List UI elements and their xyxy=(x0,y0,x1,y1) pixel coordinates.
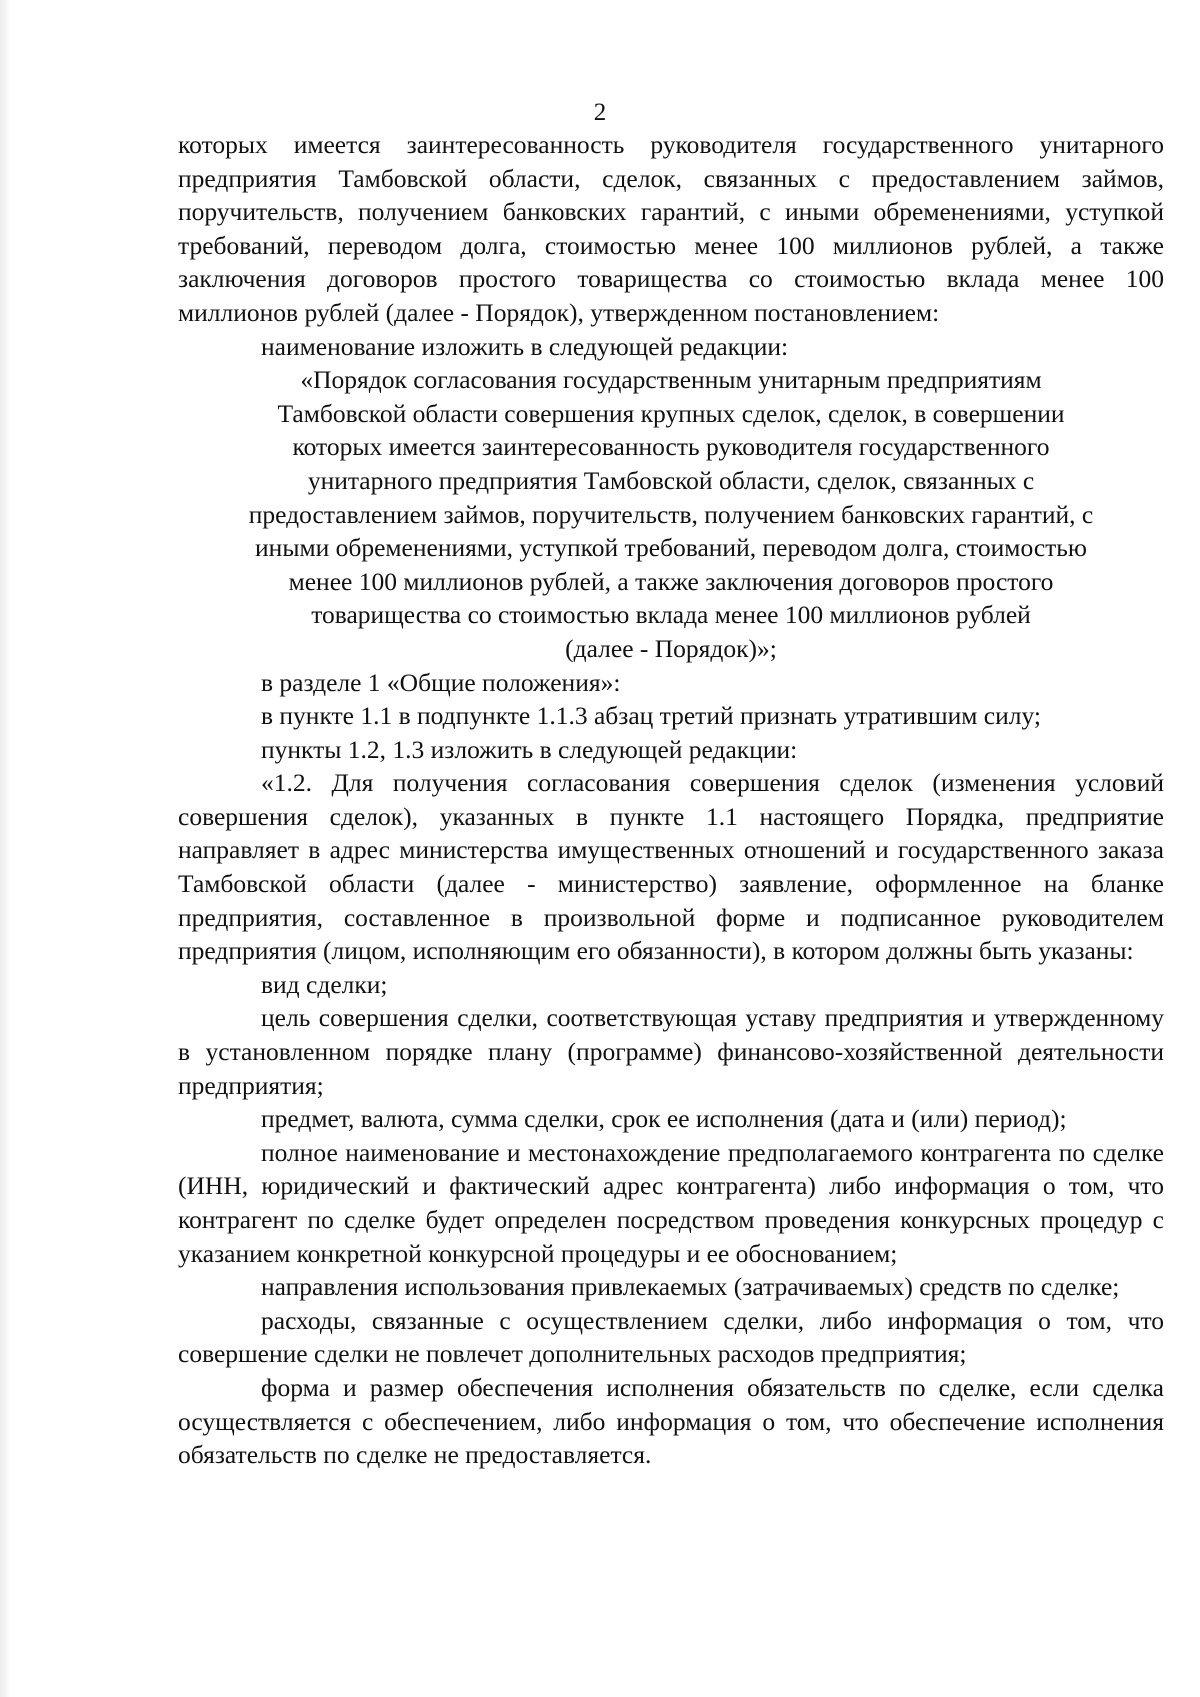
quoted-title-line: иными обременениями, уступкой требований, переводом долга, стоимостью xyxy=(255,533,1087,563)
points-1-2-1-3-paragraph: пункты 1.2, 1.3 изложить в следующей редакции: xyxy=(261,734,798,764)
quoted-title-line: унитарного предприятия Тамбовской области, сделок, связанных с xyxy=(307,465,1035,495)
document-body xyxy=(178,128,1164,1472)
list-item: вид сделки; xyxy=(261,969,388,999)
scan-edge-shadow xyxy=(0,0,10,1697)
name-edit-paragraph: наименование изложить в следующей редакции: xyxy=(261,331,789,361)
quoted-title-line: «Порядок согласования государственным унитарным предприятиям xyxy=(300,365,1042,395)
quoted-title-line: товарищества со стоимостью вклада менее 100 миллионов рублей xyxy=(311,600,1031,630)
quoted-title-line: которых имеется заинтересованность руководителя государственного xyxy=(292,432,1050,462)
section1-paragraph: в разделе 1 «Общие положения»: xyxy=(261,667,621,697)
quoted-title-line: (далее - Порядок)»; xyxy=(565,633,777,663)
point-1-2-paragraph: «1.2. Для получения согласования совершения сделок (изменения условий совершения сделок), указанных в пункте 1.1 настоящего Порядка, предприятие направляет в адрес министерства имущественных отношений и государственного заказа Тамбовской области (далее - министерство) заявление, оформленное на бланке предприятия, составленное в произвольной форме и подписанное руководителем предприятия (лицом, исполняющим его обязанности), в котором должны быть указаны: xyxy=(178,768,1164,966)
list-item: цель совершения сделки, соответствующая уставу предприятия и утвержденному в установленном порядке плану (программе) финансово-хозяйственной деятельности предприятия; xyxy=(178,1003,1164,1100)
page-number: 2 xyxy=(593,99,607,126)
list-item: направления использования привлекаемых (затрачиваемых) средств по сделке; xyxy=(261,1272,1120,1302)
list-item: предмет, валюта, сумма сделки, срок ее исполнения (дата и (или) период); xyxy=(261,1104,1067,1134)
intro-paragraph: которых имеется заинтересованность руководителя государственного унитарного предприятия Тамбовской области, сделок, связанных с предоставлением займов, поручительств, получением банковских гарантий, с иными обременениями, уступкой требований, переводом долга, стоимостью менее 100 миллионов рублей, а также заключения договоров простого товарищества со стоимостью вклада менее 100 миллионов рублей (далее - Порядок), утвержденном постановлением: xyxy=(178,130,1164,327)
list-item: форма и размер обеспечения исполнения обязательств по сделке, если сделка осуществляется с обеспечением, либо информация о том, что обеспечение исполнения обязательств по сделке не предоставляется. xyxy=(178,1372,1164,1470)
quoted-title-line: Тамбовской области совершения крупных сделок, сделок, в совершении xyxy=(277,398,1065,428)
list-item: расходы, связанные с осуществлением сделки, либо информация о том, что совершение сделки не повлечет дополнительных расходов предприятия; xyxy=(178,1305,1164,1369)
quoted-title-line: менее 100 миллионов рублей, а также заключения договоров простого xyxy=(288,566,1054,596)
list-item: полное наименование и местонахождение предполагаемого контрагента по сделке (ИНН, юридический и фактический адрес контрагента) либо информация о том, что контрагент по сделке будет определен посредством проведения конкурсных процедур с указанием конкретной конкурсной процедуры и ее обоснованием; xyxy=(178,1137,1164,1268)
quoted-title-line: предоставлением займов, поручительств, получением банковских гарантий, с xyxy=(248,499,1094,529)
point-1-1-paragraph: в пункте 1.1 в подпункте 1.1.3 абзац третий признать утратившим силу; xyxy=(261,701,1041,731)
quoted-title-block xyxy=(178,363,1164,665)
